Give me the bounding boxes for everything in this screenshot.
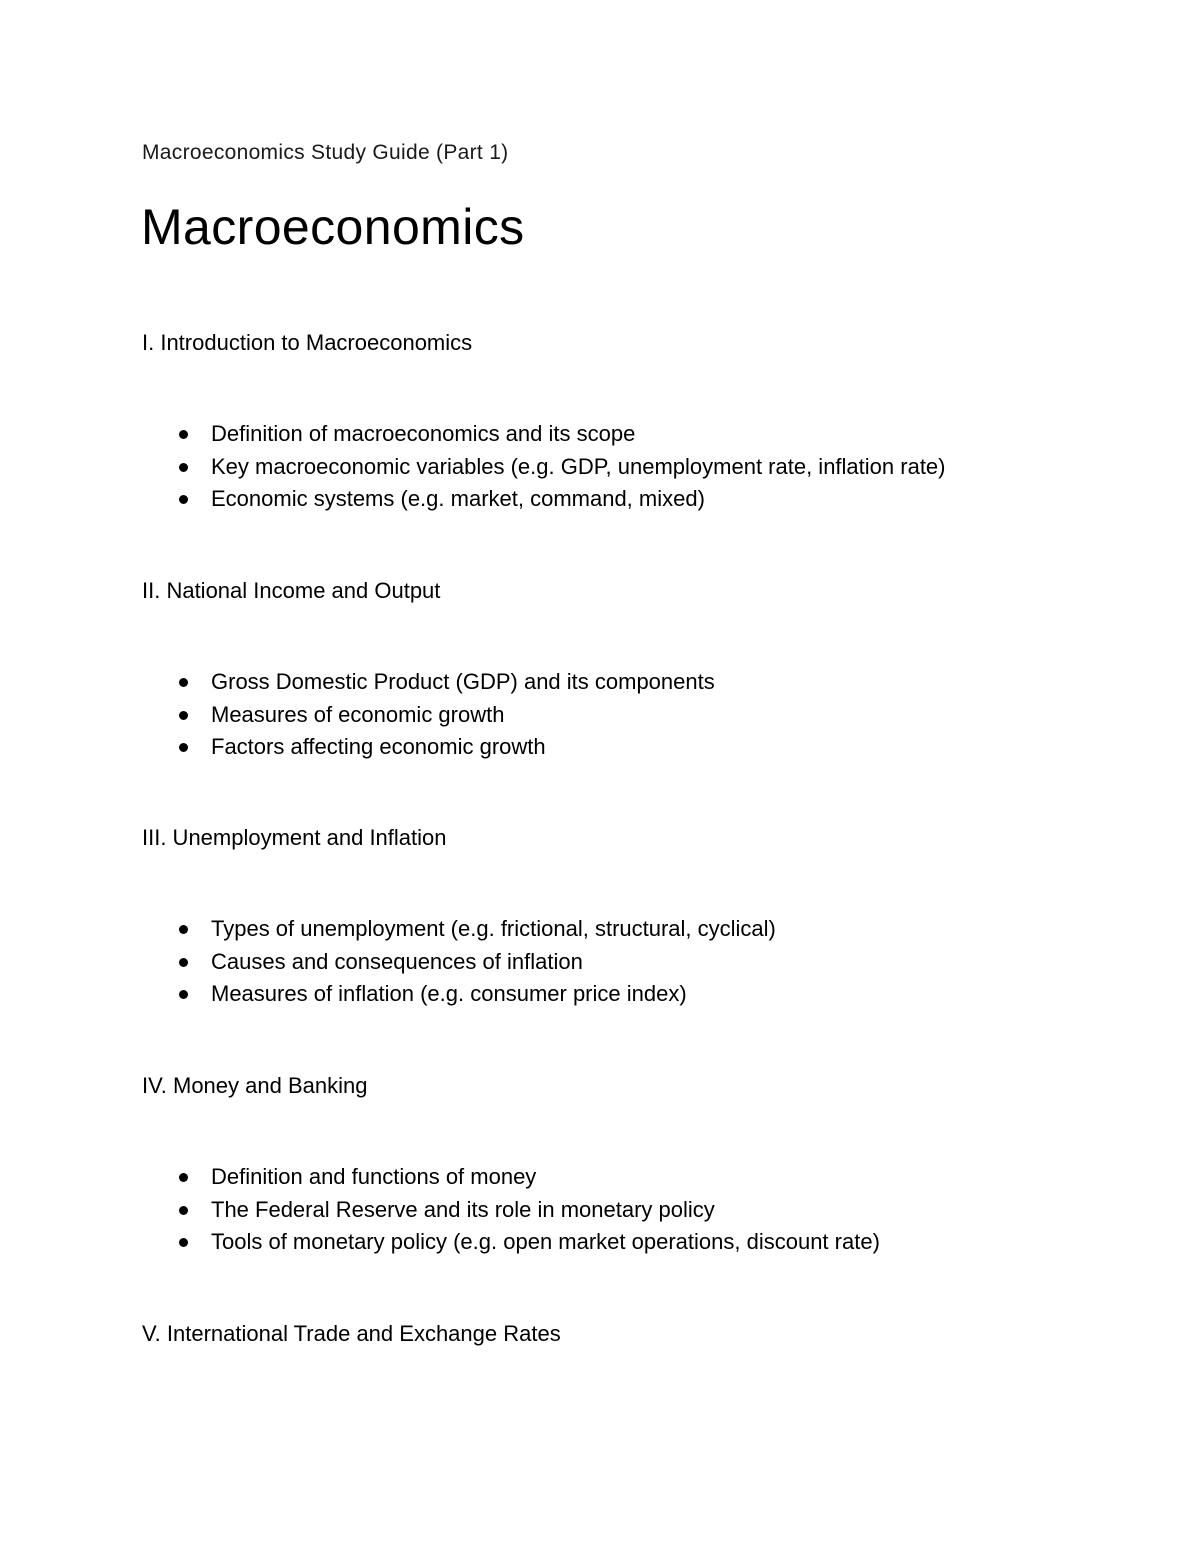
list-item-text: Tools of monetary policy (e.g. open market operations, discount rate) <box>211 1229 880 1254</box>
list-item-text: Definition of macroeconomics and its scope <box>211 421 636 446</box>
list-item-text: Key macroeconomic variables (e.g. GDP, unemployment rate, inflation rate) <box>211 453 946 479</box>
bullet-list <box>142 418 1102 516</box>
bullet-list <box>142 666 1102 764</box>
bullet-icon <box>179 711 188 720</box>
section-heading: V. International Trade and Exchange Rates <box>142 1321 561 1346</box>
list-item <box>142 946 1102 979</box>
section-heading: III. Unemployment and Inflation <box>142 825 447 850</box>
bullet-icon <box>179 463 188 472</box>
bullet-list <box>142 1161 1102 1259</box>
bullet-icon <box>179 1173 188 1182</box>
bullet-icon <box>179 1206 188 1215</box>
section-heading: II. National Income and Output <box>142 578 441 603</box>
section-money-banking <box>142 1071 1102 1259</box>
section-introduction <box>142 328 1102 516</box>
list-item <box>142 483 1102 516</box>
bullet-icon <box>179 958 188 967</box>
section-heading: I. Introduction to Macroeconomics <box>142 330 473 355</box>
list-item-text: Gross Domestic Product (GDP) and its components <box>211 669 715 694</box>
list-item <box>142 731 1102 764</box>
list-item-text: The Federal Reserve and its role in monetary policy <box>211 1196 715 1222</box>
list-item <box>142 1194 1102 1227</box>
section-national-income <box>142 576 1102 764</box>
list-item <box>142 1161 1102 1194</box>
list-item <box>142 913 1102 946</box>
list-item-text: Factors affecting economic growth <box>211 734 546 759</box>
bullet-icon <box>179 430 188 439</box>
list-item-text: Causes and consequences of inflation <box>211 948 583 974</box>
list-item-text: Definition and functions of money <box>211 1164 537 1189</box>
section-heading: IV. Money and Banking <box>142 1073 368 1098</box>
bullet-icon <box>179 925 188 934</box>
bullet-icon <box>179 495 188 504</box>
list-item <box>142 978 1102 1011</box>
bullet-icon <box>179 743 188 752</box>
list-item-text: Measures of inflation (e.g. consumer price index) <box>211 981 687 1006</box>
bullet-list <box>142 913 1102 1011</box>
list-item <box>142 699 1102 732</box>
document-title: Macroeconomics <box>141 199 525 255</box>
list-item <box>142 451 1102 484</box>
bullet-icon <box>179 990 188 999</box>
list-item-text: Economic systems (e.g. market, command, mixed) <box>211 486 705 511</box>
document-subtitle: Macroeconomics Study Guide (Part 1) <box>142 141 509 164</box>
section-international-trade <box>142 1319 1102 1349</box>
list-item-text: Measures of economic growth <box>211 701 505 727</box>
section-unemployment <box>142 823 1102 1011</box>
bullet-icon <box>179 678 188 687</box>
bullet-icon <box>179 1238 188 1247</box>
list-item <box>142 666 1102 699</box>
list-item-text: Types of unemployment (e.g. frictional, structural, cyclical) <box>211 916 776 941</box>
list-item <box>142 418 1102 451</box>
list-item <box>142 1226 1102 1259</box>
